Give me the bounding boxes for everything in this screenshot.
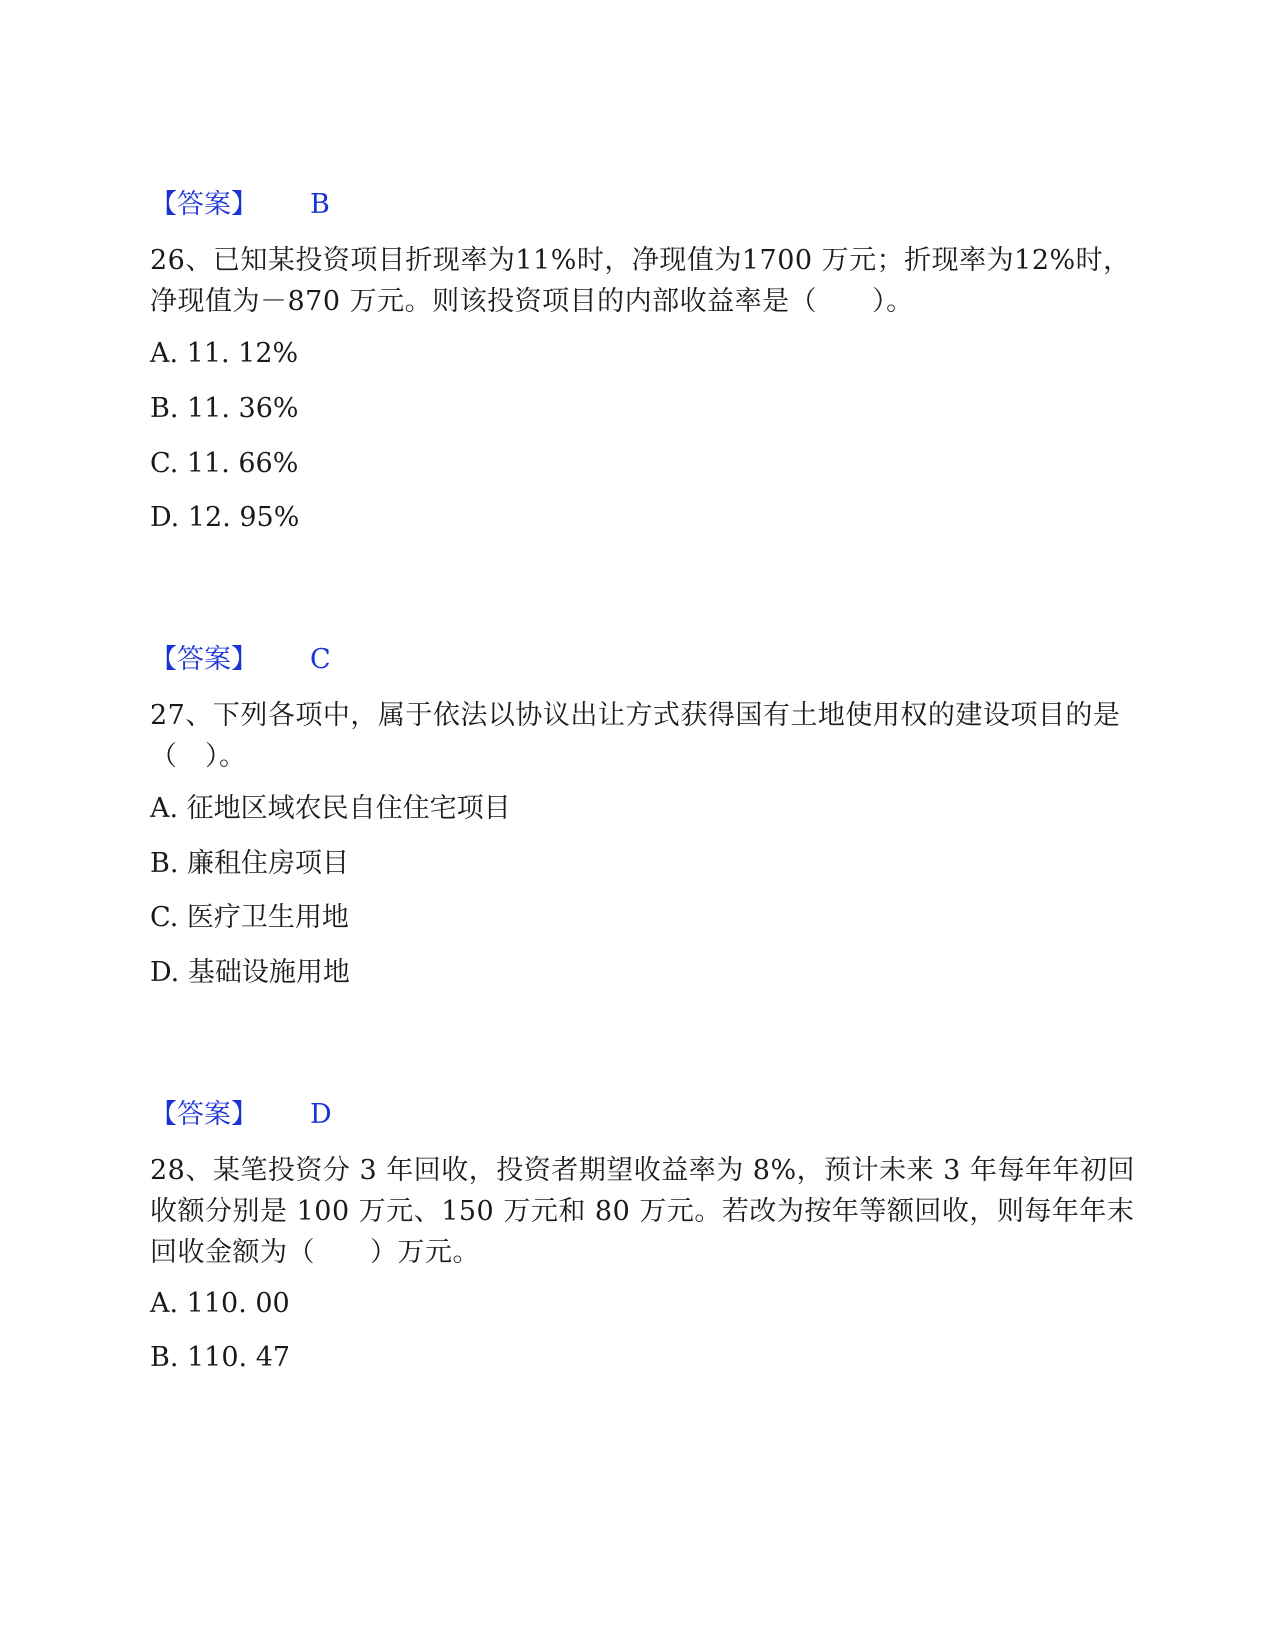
answer-line [150, 188, 330, 222]
option-b: B. 廉租住房项目 [150, 848, 350, 879]
answer-value: D [310, 1099, 332, 1130]
option-d: D. 12. 95% [150, 502, 300, 533]
option-a: A. 110. 00 [150, 1288, 290, 1319]
question-text: 27、下列各项中，属于依法以协议出让方式获得国有土地使用权的建设项目的是（ ）。 [150, 700, 1121, 772]
answer-line [150, 1098, 332, 1132]
question-text: 28、某笔投资分 3 年回收，投资者期望收益率为 8%，预计未来 3 年每年年初回收额分别是 100 万元、150 万元和 80 万元。若改为按年等额回收，则每年年末回收金额为（ ）万元。 [150, 1155, 1135, 1268]
option-b: B. 11. 36% [150, 393, 299, 424]
option-a: A. 11. 12% [150, 338, 299, 369]
option-c: C. 医疗卫生用地 [150, 902, 349, 933]
option-c: C. 11. 66% [150, 448, 299, 479]
answer-label: 【答案】 [150, 189, 258, 220]
option-d: D. 基础设施用地 [150, 957, 350, 988]
answer-label: 【答案】 [150, 1099, 258, 1130]
question-text: 26、已知某投资项目折现率为11%时，净现值为1700 万元；折现率为12%时，净现值为－870 万元。则该投资项目的内部收益率是（ ）。 [150, 245, 1131, 317]
answer-label: 【答案】 [150, 644, 258, 675]
option-a: A. 征地区域农民自住住宅项目 [150, 793, 511, 824]
answer-value: B [310, 189, 330, 220]
option-b: B. 110. 47 [150, 1342, 291, 1373]
answer-value: C [310, 644, 331, 675]
answer-line [150, 643, 331, 677]
